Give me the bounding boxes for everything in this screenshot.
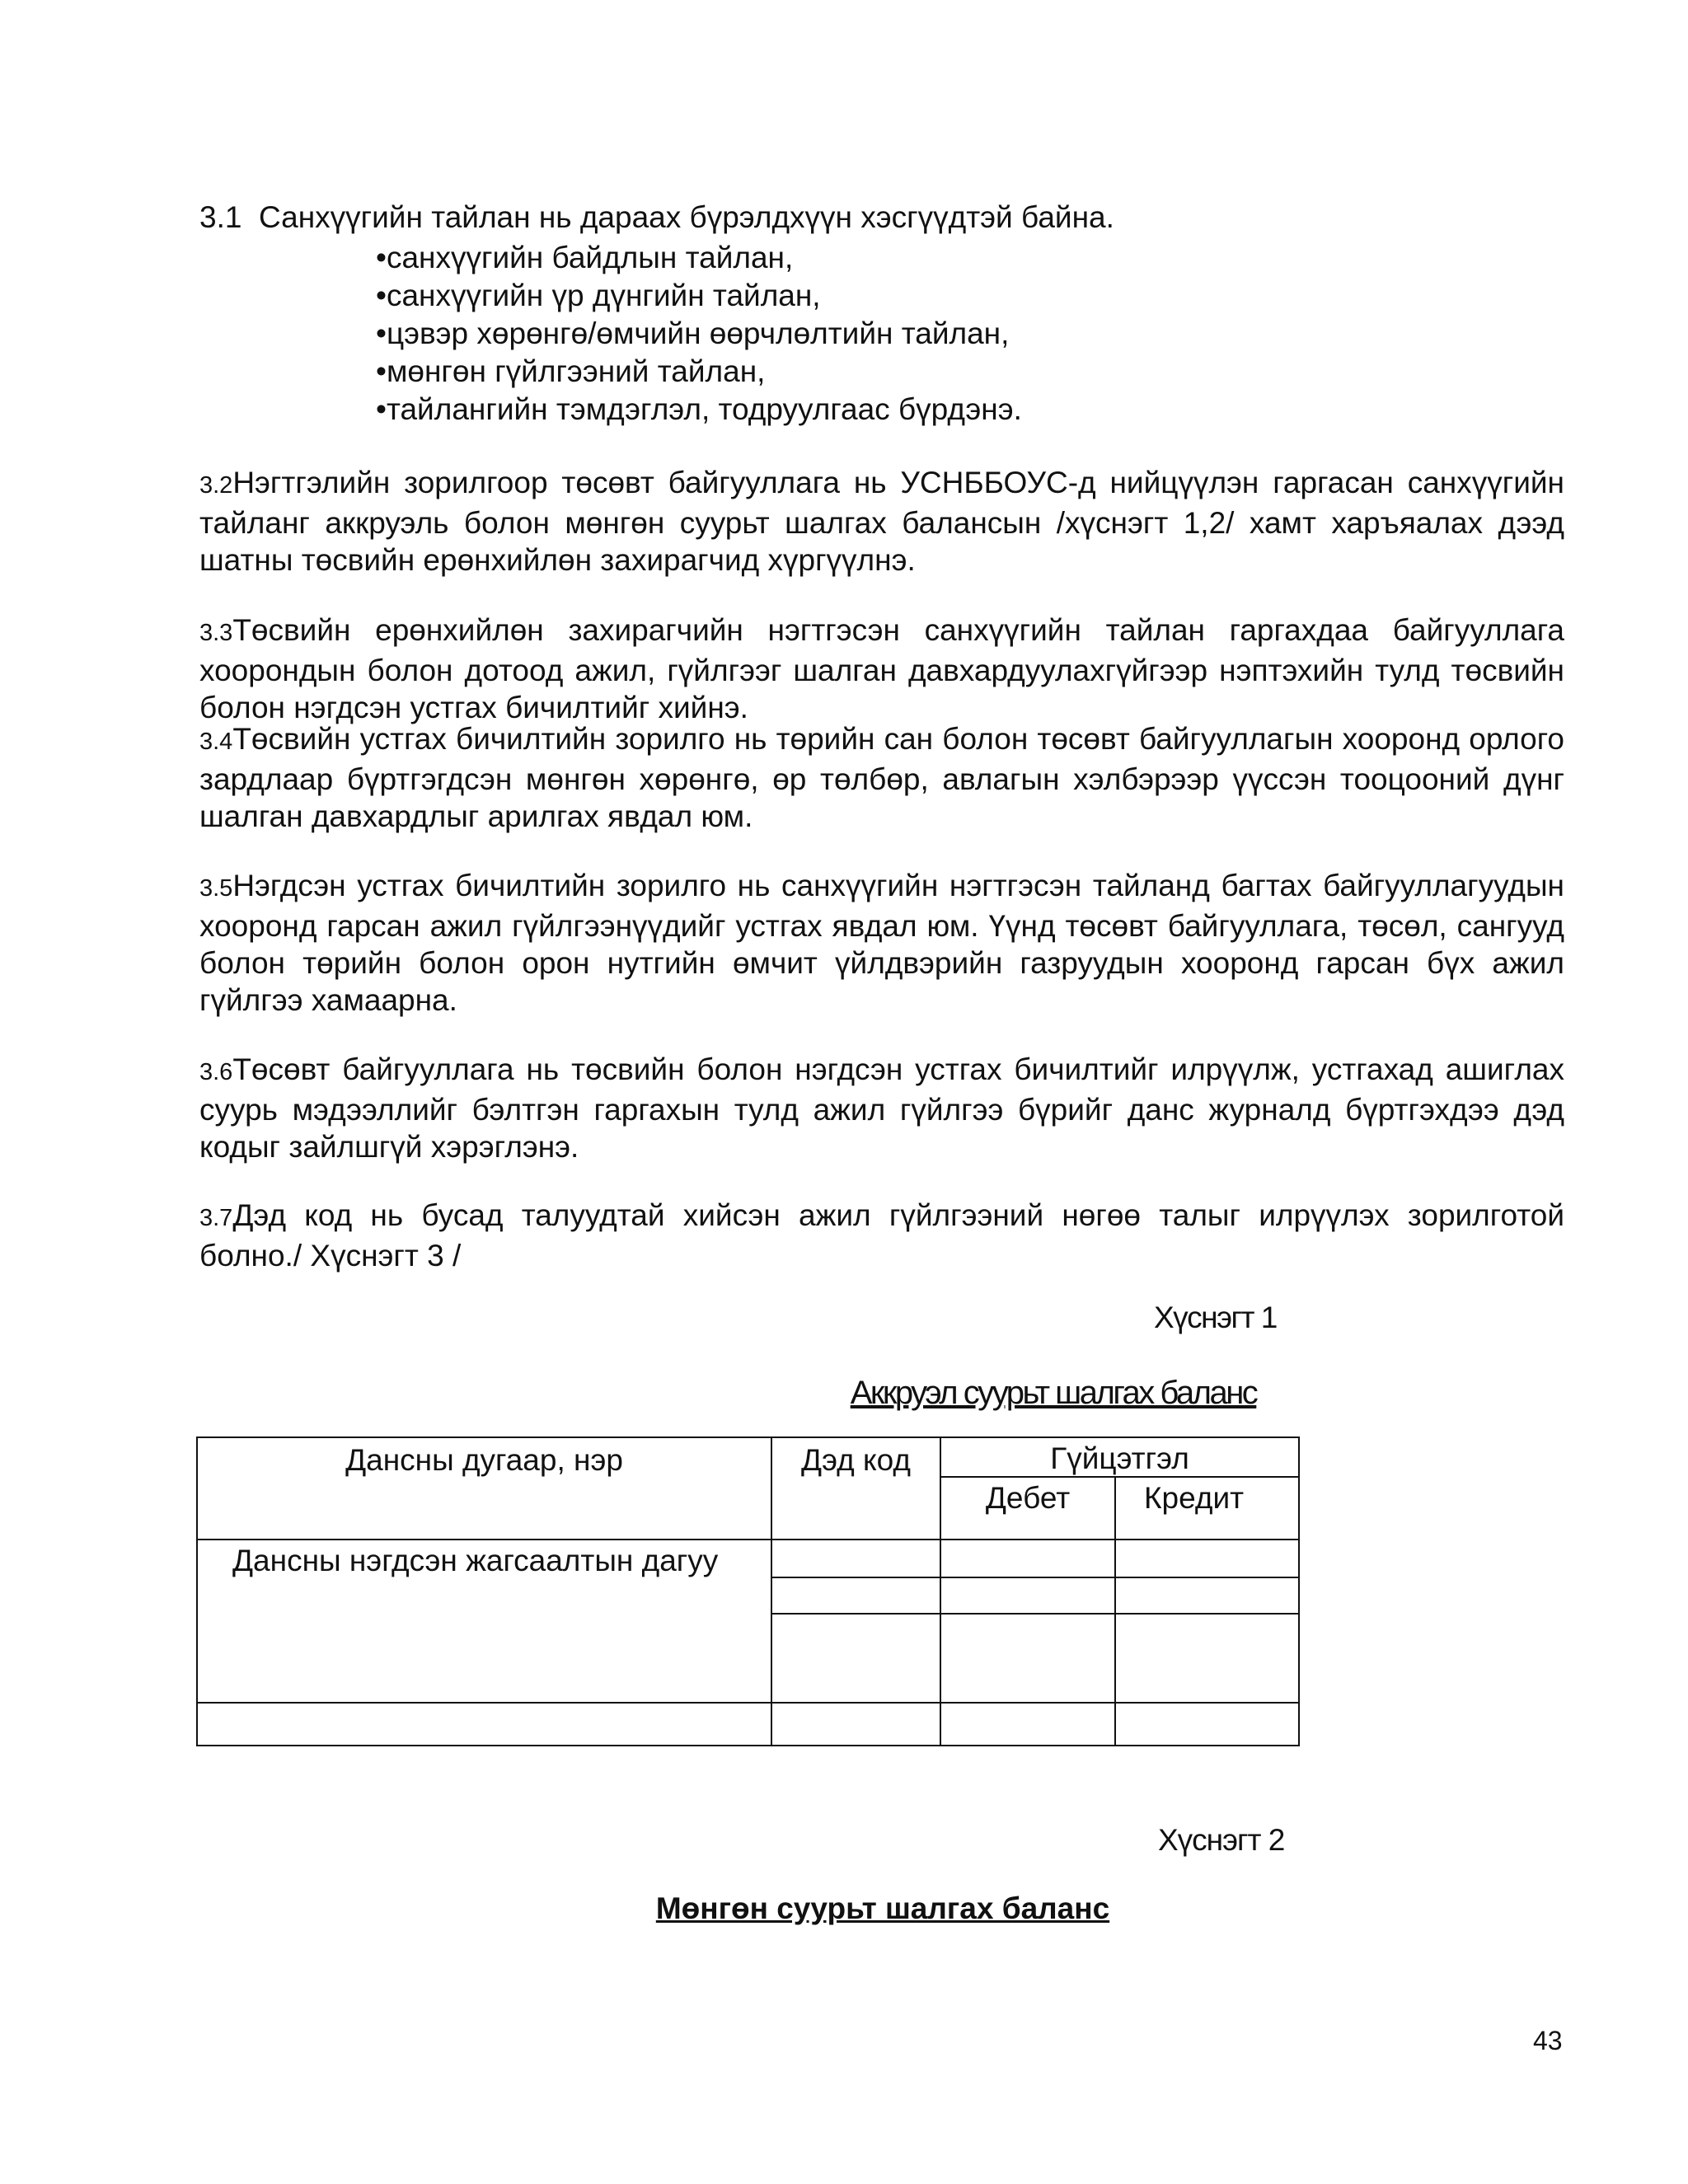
accrual-trial-balance-table [196, 1436, 1300, 1746]
row-label: Дансны нэгдсэн жагсаалтын дагуу [197, 1540, 771, 1703]
table-cell [940, 1577, 1115, 1614]
table-cell [940, 1540, 1115, 1577]
paragraph-number: 3.7 [199, 1205, 233, 1231]
paragraph-number: 3.2 [199, 472, 233, 499]
header-subcode: Дэд код [771, 1437, 940, 1540]
list-item: •тайлангийн тэмдэглэл, тодруулгаас бүрдэнэ. [376, 392, 1022, 426]
paragraph-number: 3.4 [199, 729, 233, 755]
table-cell [1115, 1540, 1299, 1577]
header-account: Дансны дугаар, нэр [197, 1437, 771, 1540]
report-components-list [376, 239, 1022, 429]
table-2-caption: Хүснэгт 2 [1158, 1823, 1285, 1857]
list-item: •санхүүгийн үр дүнгийн тайлан, [376, 279, 821, 312]
header-turnover: Гүйцэтгэл [940, 1437, 1299, 1477]
table-cell [1115, 1703, 1299, 1746]
table-cell [771, 1540, 940, 1577]
table-1-title: Аккруэл суурьт шалгах баланс [850, 1375, 1257, 1411]
table-cell [197, 1703, 771, 1746]
page-number: 43 [1533, 2026, 1563, 2055]
paragraph-number: 3.3 [199, 620, 233, 646]
section-3-1-heading [199, 198, 1114, 237]
paragraph-3-7 [199, 1197, 1564, 1274]
table-cell [771, 1614, 940, 1703]
table-2-title: Мөнгөн суурьт шалгах баланс [655, 1891, 1110, 1925]
section-number: 3.1 [199, 200, 242, 234]
paragraph-3-6 [199, 1051, 1564, 1165]
paragraph-text: Төсвийн устгах бичилтийн зорилго нь төрийн сан болон төсөвт байгууллагын хооронд орлого зардлаар бүртгэгдсэн мөнгөн хөрөнгө, өр төлбөр, авлагын хэлбэрээр үүссэн тооцооний дүнг шалган давхардлыг арилгах явдал юм. [199, 722, 1564, 833]
table-cell [1115, 1577, 1299, 1614]
list-item: •цэвэр хөрөнгө/өмчийн өөрчлөлтийн тайлан, [376, 316, 1010, 350]
list-item: •санхүүгийн байдлын тайлан, [376, 241, 794, 274]
table-cell [940, 1703, 1115, 1746]
table-1-caption: Хүснэгт 1 [1154, 1301, 1277, 1334]
table-cell [771, 1703, 940, 1746]
paragraph-number: 3.5 [199, 875, 233, 902]
paragraph-text: Дэд код нь бусад талуудтай хийсэн ажил гүйлгээний нөгөө талыг илрүүлэх зорилготой болно./ Хүснэгт 3 / [199, 1198, 1564, 1272]
paragraph-text: Нэгтгэлийн зорилгоор төсөвт байгууллага нь УСНББОУС-д нийцүүлэн гаргасан санхүүгийн тайланг аккруэль болон мөнгөн суурьт шалгах балансын /хүснэгт 1,2/ хамт харъяалах дээд шатны төсвийн ерөнхийлөн захирагчид хүргүүлнэ. [199, 466, 1564, 577]
paragraph-text: Төсөвт байгууллага нь төсвийн болон нэгдсэн устгах бичилтийг илрүүлж, устгахад ашиглах суурь мэдээллийг бэлтгэн гаргахын тулд ажил гүйлгээ бүрийг данс журналд бүртгэхдээ дэд кодыг зайлшгүй хэрэглэнэ. [199, 1052, 1564, 1164]
section-text: Санхүүгийн тайлан нь дараах бүрэлдхүүн хэсгүүдтэй байна. [259, 200, 1114, 234]
paragraph-number: 3.6 [199, 1059, 233, 1085]
paragraph-3-2 [199, 464, 1564, 579]
header-credit: Кредит [1115, 1477, 1299, 1540]
paragraph-3-5 [199, 867, 1564, 1019]
table-cell [1115, 1614, 1299, 1703]
paragraph-text: Төсвийн ерөнхийлөн захирагчийн нэгтгэсэн санхүүгийн тайлан гаргахдаа байгууллага хоорондын болон дотоод ажил, гүйлгээг шалган давхардуулахгүйгээр нэптэхийн тулд төсвийн болон нэгдсэн устгах бичилтийг хийнэ. [199, 613, 1564, 724]
header-debit: Дебет [940, 1477, 1115, 1540]
table-cell [940, 1614, 1115, 1703]
paragraph-text: Нэгдсэн устгах бичилтийн зорилго нь санхүүгийн нэгтгэсэн тайланд багтах байгууллагуудын хооронд гарсан ажил гүйлгээнүүдийг устгах явдал юм. Үүнд төсөвт байгууллага, төсөл, сангууд болон төрийн болон орон нутгийн өмчит үйлдвэрийн газруудын хооронд гарсан бүх ажил гүйлгээ хамаарна. [199, 869, 1564, 1017]
list-item: •мөнгөн гүйлгээний тайлан, [376, 354, 766, 388]
paragraph-3-4 [199, 720, 1564, 835]
paragraph-3-3 [199, 612, 1564, 726]
table-cell [771, 1577, 940, 1614]
